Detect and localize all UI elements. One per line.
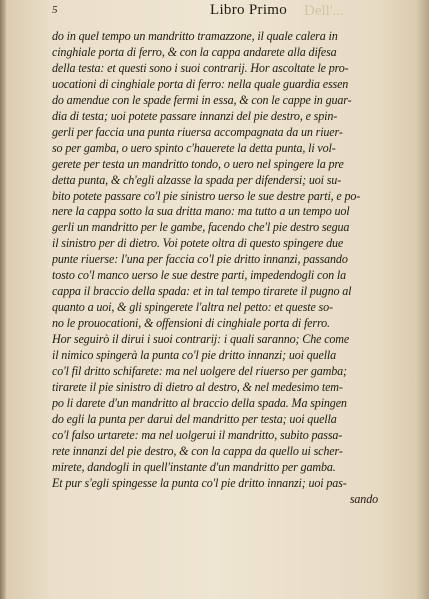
text-line: co'l falso urtarete: ma nel uolgerui il mandritto, subito passa- [52,427,343,442]
text-line: gerli un mandritto per le gambe, facendo che'l pie destro segua [52,220,350,235]
text-line: gerli per faccia una punta riuersa accompagnata da un riuer- [52,124,343,139]
text-line: il sinistro per di dietro. Voi potete oltra di questo spingere due [52,236,344,251]
text-line: punte riuerse: l'una per faccia co'l pie dritto innanzi, passando [52,252,348,267]
text-line: gerete per testa un mandritto tondo, o uero nel spingere la pre [52,156,344,171]
body-text [52,29,418,508]
text-line: do amendue con le spade fermi in essa, & con le cappe in guar- [52,92,352,107]
text-line: uocationi di cinghiale porta di ferro: nella quale guardia essen [52,76,349,91]
text-line: bito potete passare co'l pie sinistro uerso le sue destre parti, e po- [52,188,361,203]
text-line: do in quel tempo un mandritto tramazzone, il quale calera in [52,29,338,43]
text-line: cinghiale porta di ferro, & con la cappa andarete alla difesa [52,44,337,59]
text-line: della testa: et questi sono i suoi contrarij. Hor ascoltate le pro- [52,60,349,75]
text-line: detta punta, & ch'egli alzasse la spada per difendersi; uoi su- [52,172,342,187]
page-gutter-left [0,0,6,599]
text-line: do egli la punta per darui del mandritto per testa; uoi quella [52,411,337,426]
text-line: so per gamba, o uero spinto c'hauerete la detta punta, li vol- [52,140,336,155]
text-line: nere la cappa sotto la sua dritta mano: ma tutto a un tempo uol [52,204,350,219]
text-line: quanto a uoi, & gli spingerete l'altra nel petto: et queste so- [52,300,333,315]
text-line: Hor seguirò il dirui i suoi contrarij: i quali saranno; Che come [52,332,350,347]
text-line: mirete, dandogli in quell'instante d'un mandritto per gamba. [52,459,336,474]
text-line: il nimico spingerà la punta co'l pie dritto innanzi; uoi quella [52,348,337,363]
text-line: rete innanzi del pie destro, & con la cappa da quello ui scher- [52,443,343,458]
catchword: sando [349,491,378,506]
text-line: tirarete il pie sinistro di dietro al destro, & nel medesimo tem- [52,379,343,394]
text-line: co'l fil dritto schifarete: ma nel uolgere del riuerso per gamba; [52,364,347,379]
text-line: dia di testa; uoi potete passare innanzi del pie destro, e spin- [52,108,338,123]
text-line: po li darete d'un mandritto al braccio della spada. Ma spingen [52,395,347,410]
page-number: 5 [52,4,58,16]
text-line: no le prouocationi, & offensioni di cinghiale porta di ferro. [52,316,330,331]
bleed-through-text: Dell'... [304,3,344,19]
text-line: cappa il braccio della spada: et in tal tempo tirarete il pugno al [52,284,352,299]
text-line: tosto co'l manco uerso le sue destre parti, impedendogli con la [52,268,346,283]
text-line: Et pur s'egli spingesse la punta co'l pie dritto innanzi; uoi pas- [52,475,347,490]
running-head: Libro Primo [210,2,288,18]
